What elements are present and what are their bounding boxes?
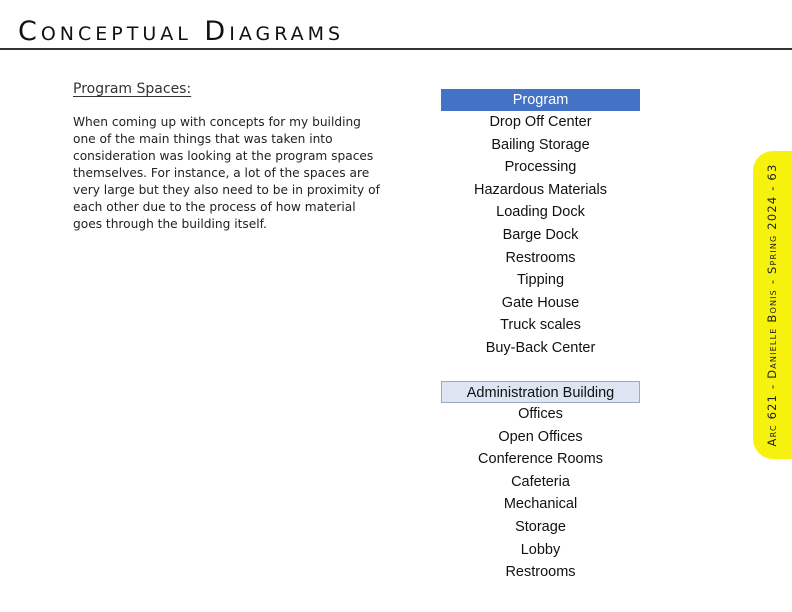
section-body-text: When coming up with concepts for my building one of the main things that was taken into consideration was looking at the program spaces themselves. For instance, a lot of the spaces are very large but they also need to be in proximity of each other due to the process of how material goes through the building itself. [73,115,380,231]
program-item: Tipping [516,272,565,289]
program-item: Buy-Back Center [485,339,596,356]
title-divider [0,48,792,50]
administration-item: Cafeteria [511,473,570,490]
program-item: Barge Dock [502,226,579,243]
program-table-header: Program [441,89,640,111]
program-item: Truck scales [500,317,581,334]
administration-item: Offices [518,406,563,422]
administration-item: Restrooms [505,564,576,581]
program-item: Hazardous Materials [474,181,607,198]
administration-item: Conference Rooms [478,451,603,468]
administration-item: Open Offices [498,428,583,445]
program-item: Bailing Storage [491,136,590,153]
page-title: Conceptual Diagrams [18,16,345,47]
side-tab-label: Arc 621 - Danielle Bonis - Spring 2024 - 63 [765,163,779,447]
administration-table-header: Administration Building [441,381,640,403]
administration-table [441,381,640,584]
program-item: Processing [504,159,577,176]
program-item: Gate House [501,294,580,311]
administration-item: Storage [515,518,566,535]
administration-item: Lobby [520,541,561,558]
program-table [441,89,640,360]
section-heading: Program Spaces: [73,81,192,97]
program-item: Drop Off Center [489,114,592,130]
administration-item: Mechanical [503,496,578,513]
program-item: Restrooms [505,249,576,266]
program-item: Loading Dock [496,204,585,221]
